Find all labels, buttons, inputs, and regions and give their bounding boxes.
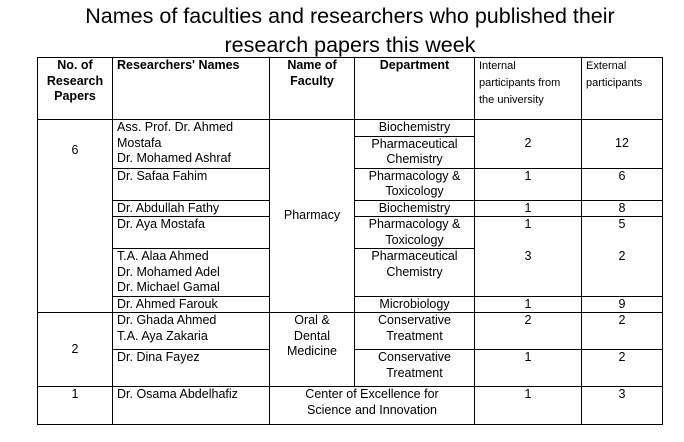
group2-r2-name: Dr. Dina Fayez bbox=[113, 350, 270, 387]
group3-external: 3 bbox=[582, 387, 663, 425]
group1-r2-dept: Pharmacology & Toxicology bbox=[355, 168, 475, 200]
group1-r2-internal: 1 bbox=[475, 168, 582, 200]
group1-r4-dept: Pharmacology & Toxicology bbox=[355, 217, 475, 249]
group1-r1-external: 12 bbox=[582, 120, 663, 169]
group2-faculty: Oral & Dental Medicine bbox=[270, 313, 355, 387]
header-row bbox=[38, 58, 663, 120]
group3-papers: 1 bbox=[38, 387, 113, 425]
page-title bbox=[0, 2, 684, 60]
group2-r1-names: Dr. Ghada Ahmed T.A. Aya Zakaria bbox=[113, 313, 270, 350]
table-row bbox=[38, 120, 663, 137]
group1-papers: 6 bbox=[38, 120, 113, 313]
group1-r6-internal: 1 bbox=[475, 296, 582, 313]
group1-r3-name: Dr. Abdullah Fathy bbox=[113, 200, 270, 217]
group3-internal: 1 bbox=[475, 387, 582, 425]
group1-r2-external: 6 bbox=[582, 168, 663, 200]
group1-faculty: Pharmacy bbox=[270, 120, 355, 313]
group2-r2-external: 2 bbox=[582, 350, 663, 387]
group1-r5-internal: 3 bbox=[475, 249, 582, 297]
group1-r6-dept: Microbiology bbox=[355, 296, 475, 313]
publications-table bbox=[37, 57, 663, 425]
header-external: External participants bbox=[582, 58, 663, 120]
group2-r2-internal: 1 bbox=[475, 350, 582, 387]
group1-r3-external: 8 bbox=[582, 200, 663, 217]
header-faculty: Name of Faculty bbox=[270, 58, 355, 120]
title-line-2: research papers this week bbox=[224, 33, 476, 57]
header-internal: Internal participants from the university bbox=[475, 58, 582, 120]
group2-r2-dept: Conservative Treatment bbox=[355, 350, 475, 387]
group2-r1-external: 2 bbox=[582, 313, 663, 350]
group3-name: Dr. Osama Abdelhafiz bbox=[113, 387, 270, 425]
group2-papers: 2 bbox=[38, 313, 113, 387]
group1-r5-dept: Pharmaceutical Chemistry bbox=[355, 249, 475, 297]
group1-r4-external: 5 bbox=[582, 217, 663, 249]
group2-r1-internal: 2 bbox=[475, 313, 582, 350]
group1-r4-name: Dr. Aya Mostafa bbox=[113, 217, 270, 249]
group1-r3-internal: 1 bbox=[475, 200, 582, 217]
group1-r1-names: Ass. Prof. Dr. Ahmed Mostafa Dr. Mohamed Ashraf bbox=[113, 120, 270, 169]
group1-r4-internal: 1 bbox=[475, 217, 582, 249]
header-papers: No. of Research Papers bbox=[38, 58, 113, 120]
header-names: Researchers' Names bbox=[113, 58, 270, 120]
group1-r6-name: Dr. Ahmed Farouk bbox=[113, 296, 270, 313]
header-department: Department bbox=[355, 58, 475, 120]
group2-r1-dept: Conservative Treatment bbox=[355, 313, 475, 350]
group1-r1-internal: 2 bbox=[475, 120, 582, 169]
table-row bbox=[38, 313, 663, 350]
table-row bbox=[38, 387, 663, 425]
group1-r1-dept-b: Pharmaceutical Chemistry bbox=[355, 136, 475, 168]
title-line-1: Names of faculties and researchers who published their bbox=[85, 4, 615, 28]
group1-r1-dept-a: Biochemistry bbox=[355, 120, 475, 137]
group1-r6-external: 9 bbox=[582, 296, 663, 313]
group1-r3-dept: Biochemistry bbox=[355, 200, 475, 217]
group1-r5-external: 2 bbox=[582, 249, 663, 297]
group1-r5-names: T.A. Alaa Ahmed Dr. Mohamed Adel Dr. Michael Gamal bbox=[113, 249, 270, 297]
group1-r2-name: Dr. Safaa Fahim bbox=[113, 168, 270, 200]
group3-faculty: Center of Excellence for Science and Innovation bbox=[270, 387, 475, 425]
